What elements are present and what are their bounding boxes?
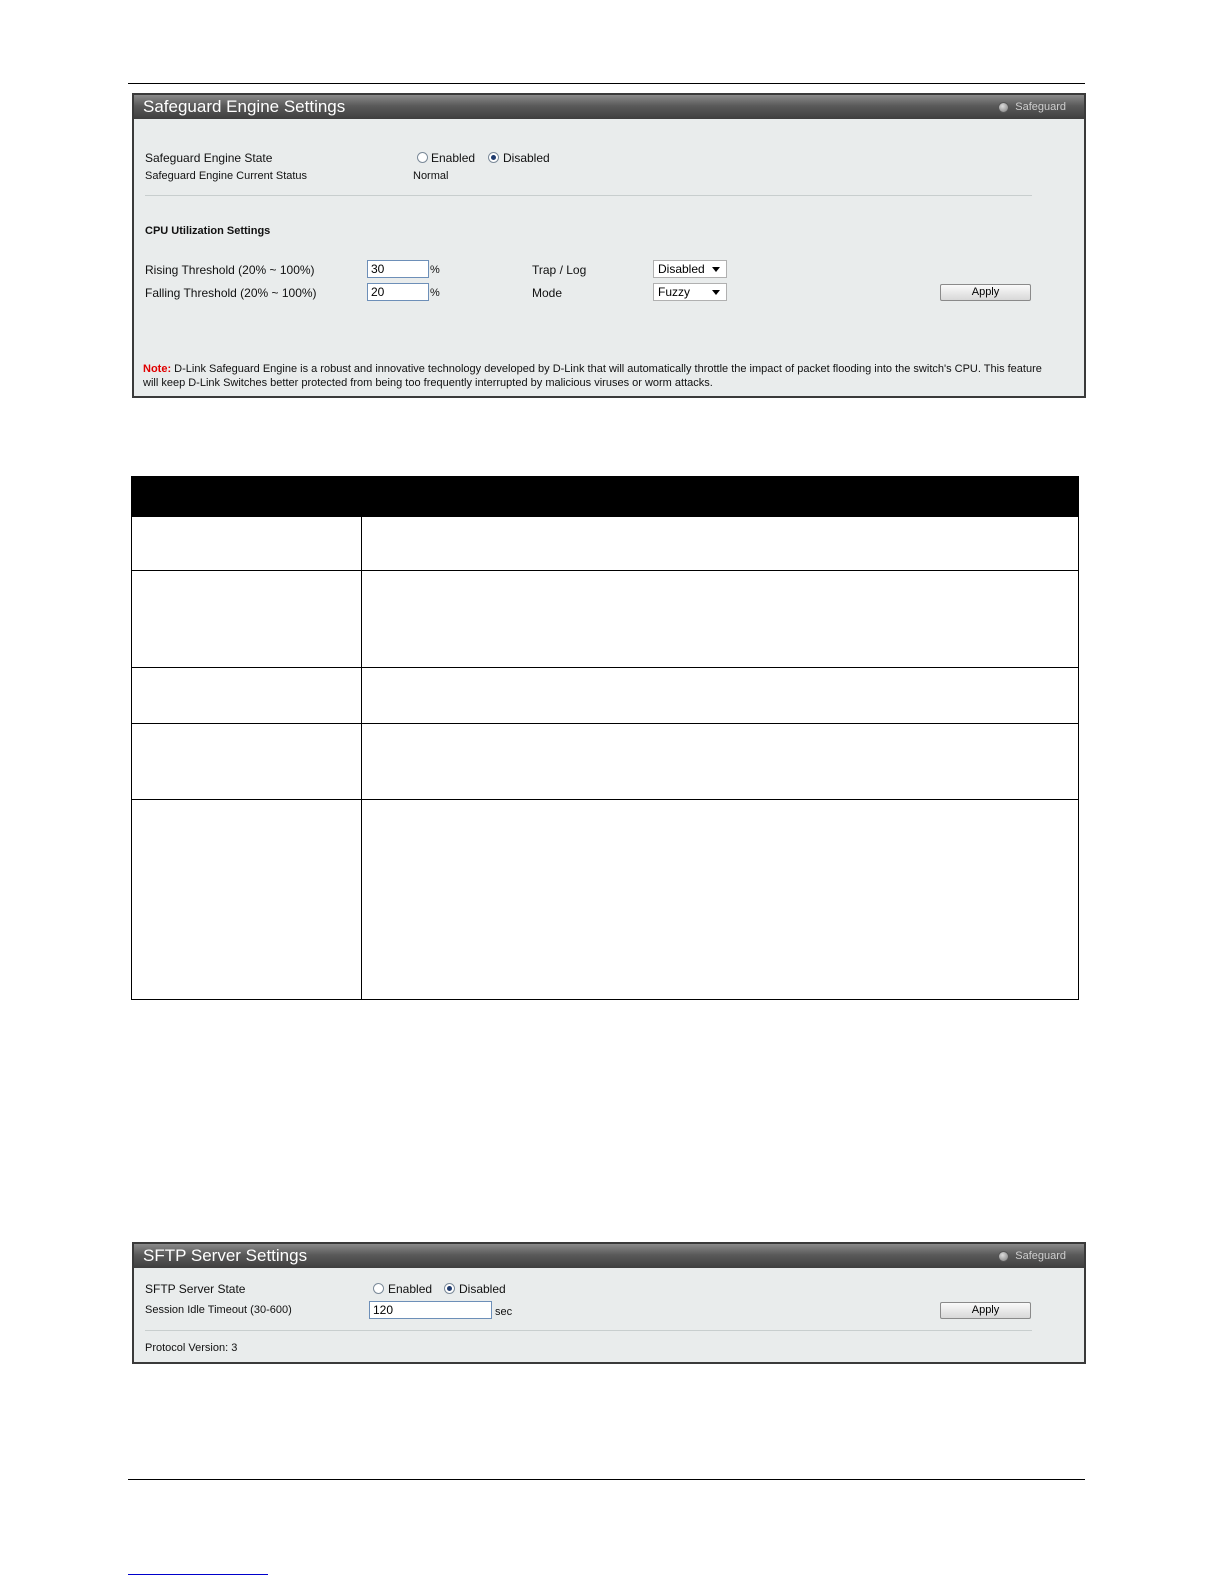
safeguard-status-value: Normal xyxy=(413,170,449,182)
sftp-panel-title-text: SFTP Server Settings xyxy=(143,1246,308,1265)
header-rule xyxy=(128,83,1085,84)
note-prefix: Note: xyxy=(143,363,172,375)
sftp-badge-text: Safeguard xyxy=(1015,1250,1066,1262)
table-cell xyxy=(132,571,362,668)
section-divider xyxy=(145,195,1032,196)
status-dot-icon xyxy=(998,1251,1009,1262)
table-cell xyxy=(362,668,1079,724)
table-cell xyxy=(362,517,1079,571)
safeguard-panel-title-text: Safeguard Engine Settings xyxy=(143,97,346,116)
table-row xyxy=(132,571,1079,668)
table-row xyxy=(132,724,1079,800)
table-cell xyxy=(132,517,362,571)
safeguard-status-label: Safeguard Engine Current Status xyxy=(145,170,308,182)
cpu-section-title: CPU Utilization Settings xyxy=(145,225,271,237)
sftp-state-disabled-label: Disabled xyxy=(459,1282,506,1296)
safeguard-state-enabled-label: Enabled xyxy=(431,151,476,165)
safeguard-state-enabled-radio[interactable] xyxy=(417,152,428,163)
table-cell xyxy=(362,724,1079,800)
table-row xyxy=(132,668,1079,724)
table-cell xyxy=(132,668,362,724)
protocol-version: Protocol Version: 3 xyxy=(145,1342,238,1354)
session-timeout-unit: sec xyxy=(495,1306,513,1318)
table-header-row xyxy=(132,477,1079,517)
session-timeout-input[interactable] xyxy=(369,1301,492,1319)
table-header-cell xyxy=(362,477,1079,517)
table-cell xyxy=(362,571,1079,668)
footer-rule xyxy=(128,1479,1085,1480)
mode-select-value: Fuzzy xyxy=(658,285,691,299)
safeguard-panel-title xyxy=(134,95,1084,119)
note-text: D-Link Safeguard Engine is a robust and innovative technology developed by D-Link that will automatically throttle the impact of packet flooding into the switch's CPU. This feature will keep D-Link Switches better protected from being too frequently interrupted by malicious viruses or worm attacks. xyxy=(143,363,1042,389)
trap-log-label: Trap / Log xyxy=(532,263,587,277)
safeguard-badge-text: Safeguard xyxy=(1015,101,1066,113)
trap-log-select[interactable] xyxy=(653,260,727,278)
table-header-cell xyxy=(132,477,362,517)
mode-select[interactable] xyxy=(653,283,727,301)
table-row xyxy=(132,517,1079,571)
safeguard-state-disabled-radio[interactable] xyxy=(488,152,499,163)
sftp-state-disabled-radio[interactable] xyxy=(444,1283,455,1294)
safeguard-engine-panel xyxy=(132,93,1086,398)
sftp-server-panel xyxy=(132,1242,1086,1364)
chevron-down-icon xyxy=(712,290,720,295)
table-row xyxy=(132,800,1079,1000)
table-cell xyxy=(132,724,362,800)
rising-percent-unit: % xyxy=(430,264,440,276)
falling-threshold-label: Falling Threshold (20% ~ 100%) xyxy=(145,286,317,300)
section-divider xyxy=(145,1330,1032,1331)
sftp-apply-button[interactable]: Apply xyxy=(940,1302,1031,1319)
safeguard-state-disabled-label: Disabled xyxy=(503,151,550,165)
falling-threshold-input[interactable] xyxy=(367,283,429,301)
rising-threshold-label: Rising Threshold (20% ~ 100%) xyxy=(145,263,315,277)
rising-threshold-input[interactable] xyxy=(367,260,429,278)
sftp-state-label: SFTP Server State xyxy=(145,1282,246,1296)
trap-log-select-value: Disabled xyxy=(658,262,705,276)
mode-label: Mode xyxy=(532,286,563,300)
safeguard-apply-button[interactable]: Apply xyxy=(940,284,1031,301)
session-timeout-label: Session Idle Timeout (30-600) xyxy=(145,1304,292,1316)
sftp-state-enabled-radio[interactable] xyxy=(373,1283,384,1294)
falling-percent-unit: % xyxy=(430,287,440,299)
table-cell xyxy=(132,800,362,1000)
table-cell xyxy=(362,800,1079,1000)
sftp-badge xyxy=(998,1249,1066,1263)
status-dot-icon xyxy=(998,102,1009,113)
footer-link-underline[interactable] xyxy=(128,1574,268,1575)
chevron-down-icon xyxy=(712,267,720,272)
parameter-description-table xyxy=(131,476,1079,1000)
safeguard-state-label: Safeguard Engine State xyxy=(145,151,273,165)
safeguard-badge xyxy=(998,100,1066,114)
sftp-state-enabled-label: Enabled xyxy=(388,1282,433,1296)
safeguard-note xyxy=(143,362,1043,390)
sftp-panel-title xyxy=(134,1244,1084,1268)
